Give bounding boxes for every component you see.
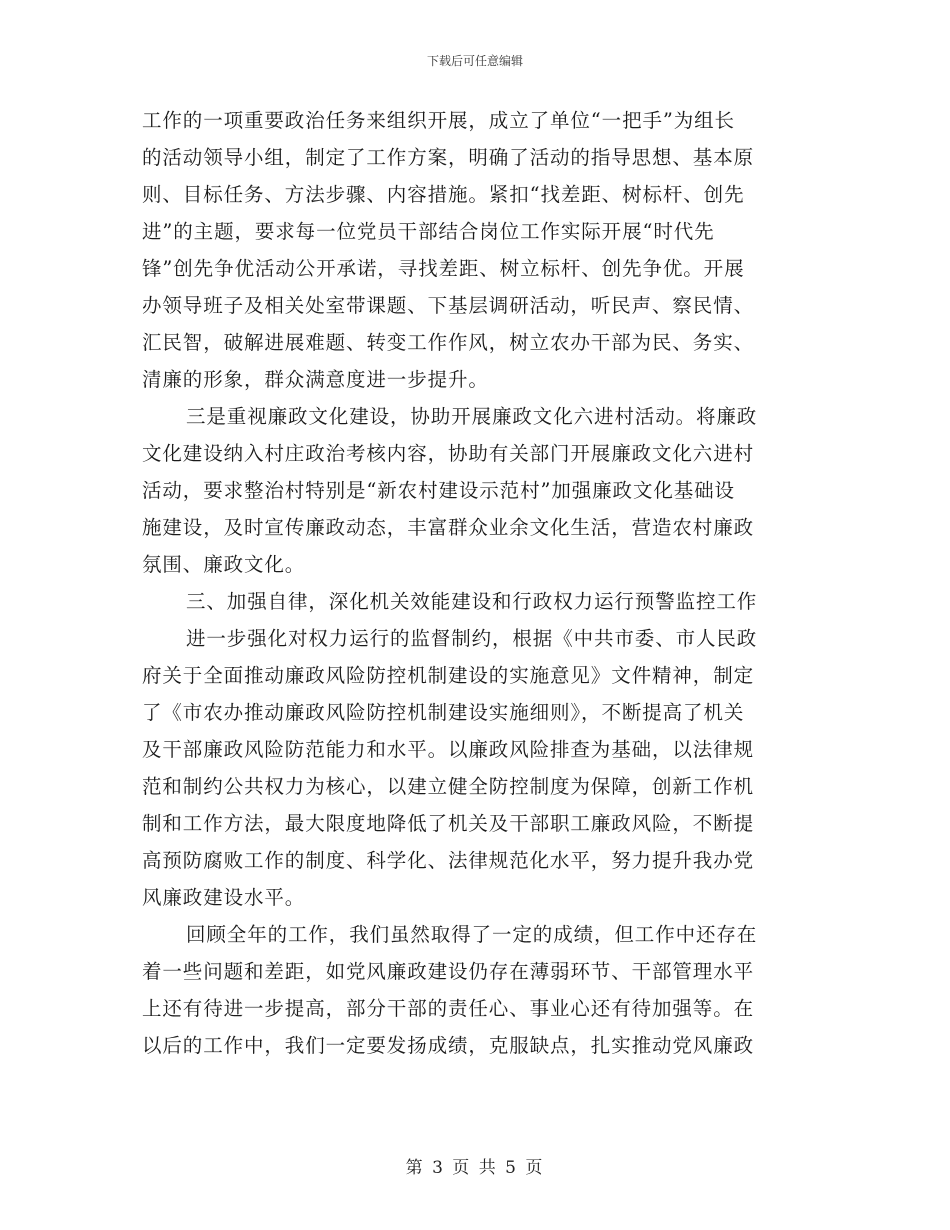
text-line: 汇民智，破解进展难题、转变工作作风，树立农办干部为民、务实、 [142,331,755,354]
text-line: 锋”创先争优活动公开承诺，寻找差距、树立标杆、创先争优。开展 [142,257,745,280]
text-line: 上还有待进一步提高，部分干部的责任心、事业心还有待加强等。在 [142,997,755,1020]
text-line: 以后的工作中，我们一定要发扬成绩，克服缺点，扎实推动党风廉政 [142,1034,755,1057]
text-line: 了《市农办推动廉政风险防控机制建设实施细则》，不断提高了机关 [142,701,745,724]
text-line: 风廉政建设水平。 [142,886,306,909]
text-line: 施建设，及时宣传廉政动态，丰富群众业余文化生活，营造农村廉政 [142,516,755,539]
section-heading: 三、加强自律，深化机关效能建设和行政权力运行预警监控工作 [186,590,758,613]
text-line: 制和工作方法，最大限度地降低了机关及干部职工廉政风险，不断提 [142,812,755,835]
page-header: 下载后可任意编辑 [426,54,523,68]
text-line: 进”的主题，要求每一位党员干部结合岗位工作实际开展“时代先 [142,220,715,243]
text-line: 则、目标任务、方法步骤、内容措施。紧扣“找差距、树标杆、创先 [142,183,745,206]
text-line: 范和制约公共权力为核心，以建立健全防控制度为保障，创新工作机 [142,775,755,798]
text-line: 着一些问题和差距，如党风廉政建设仍存在薄弱环节、干部管理水平 [142,960,755,983]
text-line: 高预防腐败工作的制度、科学化、法律规范化水平，努力提升我办党 [142,849,755,872]
text-line: 办领导班子及相关处室带课题、下基层调研活动，听民声、察民情、 [142,294,755,317]
document-body [142,102,802,1064]
text-line: 清廉的形象，群众满意度进一步提升。 [142,368,489,391]
page-footer: 第 3 页 共 5 页 [405,1158,545,1178]
text-line: 氛围、廉政文化。 [142,553,306,576]
text-line: 的活动领导小组，制定了工作方案，明确了活动的指导思想、基本原 [142,146,755,169]
text-line: 文化建设纳入村庄政治考核内容，协助有关部门开展廉政文化六进村 [142,442,755,465]
paragraph-first-line: 进一步强化对权力运行的监督制约，根据《中共市委、市人民政 [186,627,758,650]
paragraph-first-line: 三是重视廉政文化建设，协助开展廉政文化六进村活动。将廉政 [186,405,758,428]
text-line: 活动，要求整治村特别是“新农村建设示范村”加强廉政文化基础设 [142,479,735,502]
text-line: 府关于全面推动廉政风险防控机制建设的实施意见》文件精神，制定 [142,664,755,687]
text-line: 工作的一项重要政治任务来组织开展，成立了单位“一把手”为组长 [142,109,735,132]
text-line: 及干部廉政风险防范能力和水平。以廉政风险排查为基础，以法律规 [142,738,755,761]
paragraph-first-line: 回顾全年的工作，我们虽然取得了一定的成绩，但工作中还存在 [186,923,758,946]
